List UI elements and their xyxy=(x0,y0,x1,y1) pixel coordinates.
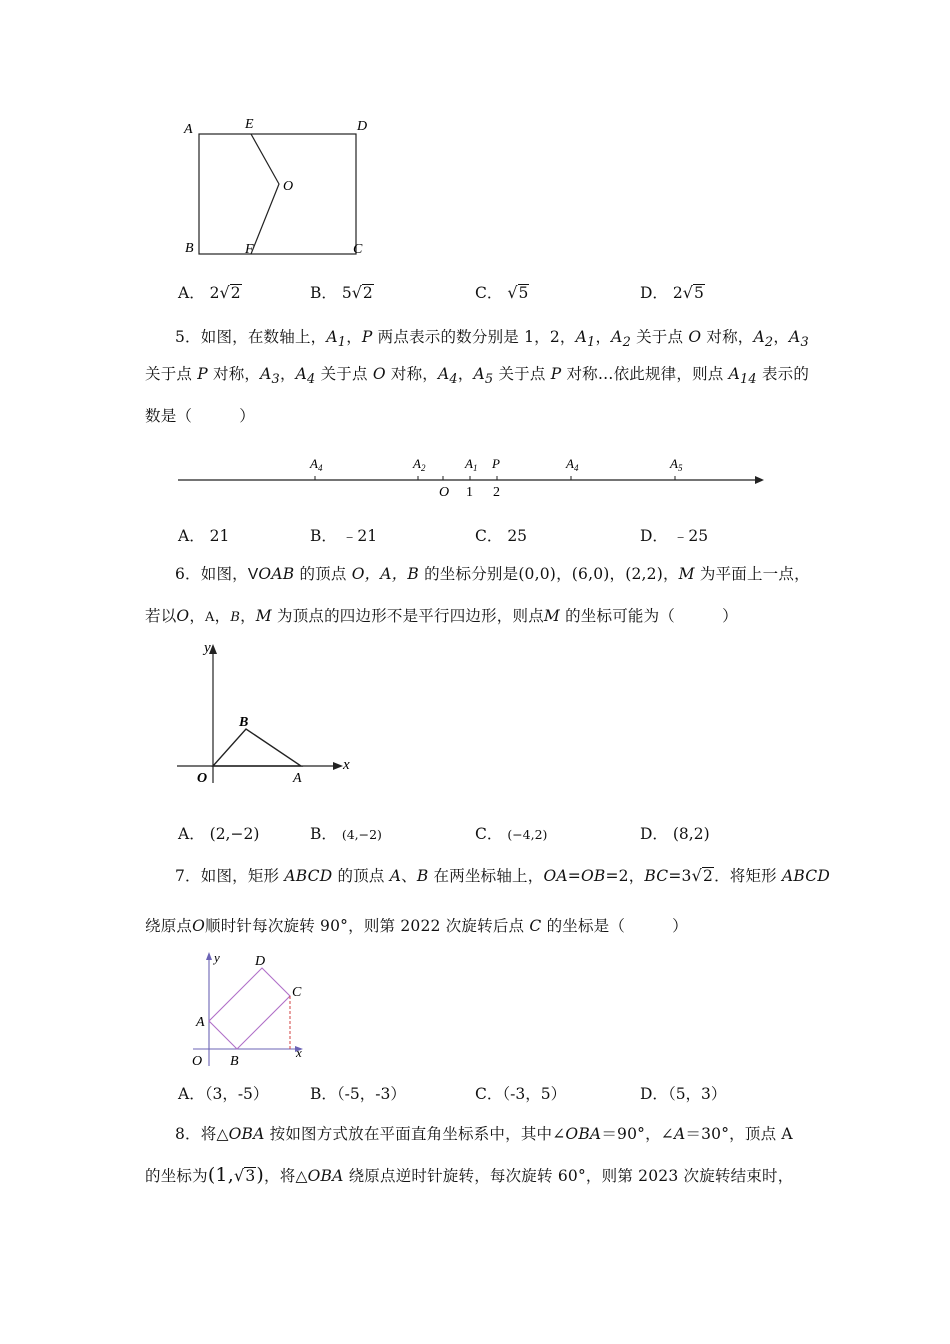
q7-option-b[interactable]: B．（-5，-3） xyxy=(310,1085,406,1103)
label-a: A xyxy=(184,122,193,137)
q7-figure xyxy=(185,948,315,1070)
axis-tick-label: 2 xyxy=(493,485,500,500)
axis-point-label: $A_5$ xyxy=(670,456,683,473)
q8-text-line-1: 8．将△OBA 按如图方式放在平面直角坐标系中，其中∠OBA＝90°，∠A＝30°，顶点 A xyxy=(175,1125,793,1143)
label-d: D xyxy=(255,954,266,969)
label-d: D xyxy=(357,119,368,134)
q4-option-a[interactable]: A． 2√2 xyxy=(178,283,241,302)
axis-point-label: $A_4$ xyxy=(566,456,579,473)
q4-option-b[interactable]: B． 5√2 xyxy=(310,283,373,302)
q6-text-line-2: 若以O，A，B，M 为顶点的四边形不是平行四边形，则点M 的坐标可能为（ ） xyxy=(145,607,738,625)
axis-arrow xyxy=(755,476,764,484)
q6-option-d[interactable]: D． (8,2) xyxy=(640,825,710,843)
label-y: y xyxy=(204,640,211,656)
axis-point-label: $A_1$ xyxy=(465,456,478,473)
label-b: B xyxy=(185,241,194,256)
q4-figure xyxy=(175,110,385,260)
q5-option-c[interactable]: C． 25 xyxy=(475,527,528,545)
q5-option-a[interactable]: A． 21 xyxy=(178,527,230,545)
q7-option-a[interactable]: A．（3，-5） xyxy=(178,1085,269,1103)
label-b: B xyxy=(239,715,249,730)
q4-option-c[interactable]: C． √5 xyxy=(475,283,529,302)
q6-option-c[interactable]: C． (−4,2) xyxy=(475,825,548,843)
label-c: C xyxy=(292,985,302,1000)
q5-number-line xyxy=(170,448,770,500)
axis-marks xyxy=(309,456,683,500)
label-a: A xyxy=(196,1015,205,1030)
label-x: x xyxy=(296,1045,302,1060)
axis-point-label: P xyxy=(492,456,500,471)
label-o: O xyxy=(283,179,294,194)
q4-option-d[interactable]: D． 2√5 xyxy=(640,283,704,302)
fold-line-eof xyxy=(251,134,279,254)
q6-text-line-1: 6．如图，VOAB 的顶点 O，A，B 的坐标分别是(0,0)，(6,0)，(2,2)，M 为平面上一点， xyxy=(175,565,810,583)
axis-point-label: $A_4$ xyxy=(310,456,323,473)
x-axis-arrow xyxy=(333,762,343,770)
label-o: O xyxy=(197,771,208,786)
label-b: B xyxy=(230,1054,239,1069)
label-e: E xyxy=(245,117,254,132)
label-x: x xyxy=(343,757,350,773)
q5-option-d[interactable]: D． ﹣25 xyxy=(640,527,709,545)
y-axis-arrow xyxy=(206,952,212,960)
q7-option-d[interactable]: D．（5，3） xyxy=(640,1085,727,1103)
axis-point-label: $A_2$ xyxy=(413,456,426,473)
axis-tick-label: 1 xyxy=(466,485,473,500)
q6-option-b[interactable]: B． (4,−2) xyxy=(310,825,382,843)
q5-text-line-2: 关于点 P 对称，$A_3$，$A_4$ 关于点 O 对称，$A_4$，$A_5$ 关于点 P 对称…依此规律，则点 $A_{14}$ 表示的 xyxy=(145,365,810,388)
triangle-oab xyxy=(213,729,301,766)
q6-figure xyxy=(175,638,360,788)
q7-text-line-1: 7．如图，矩形 ABCD 的顶点 A、B 在两坐标轴上，OA=OB=2，BC=3√2．将矩形 ABCD xyxy=(175,866,830,885)
q7-text-line-2: 绕原点O顺时针每次旋转 90°，则第 2022 次旋转后点 C 的坐标是（ ） xyxy=(145,917,688,935)
rectangle-abcd xyxy=(199,134,356,254)
q5-option-b[interactable]: B． ﹣21 xyxy=(310,527,378,545)
axis-tick-label: O xyxy=(439,485,450,500)
q8-text-line-2: 的坐标为(1,√3)，将△OBA 绕原点逆时针旋转，每次旋转 60°，则第 2023 次旋转结束时， xyxy=(145,1164,794,1186)
label-y: y xyxy=(214,950,220,965)
rectangle-abcd xyxy=(209,968,290,1049)
q6-option-a[interactable]: A． (2,−2) xyxy=(178,825,260,843)
q5-text-line-1: 5．如图，在数轴上，$A_1$，P 两点表示的数分别是 1，2，$A_1$，$A_2$ 关于点 O 对称，$A_2$，$A_3$ xyxy=(175,328,809,351)
label-o: O xyxy=(192,1054,203,1069)
label-a: A xyxy=(293,771,302,786)
label-c: C xyxy=(353,242,363,257)
label-f: F xyxy=(245,242,254,257)
q7-option-c[interactable]: C．（-3，5） xyxy=(475,1085,567,1103)
q5-text-line-3: 数是（ ） xyxy=(145,407,255,425)
